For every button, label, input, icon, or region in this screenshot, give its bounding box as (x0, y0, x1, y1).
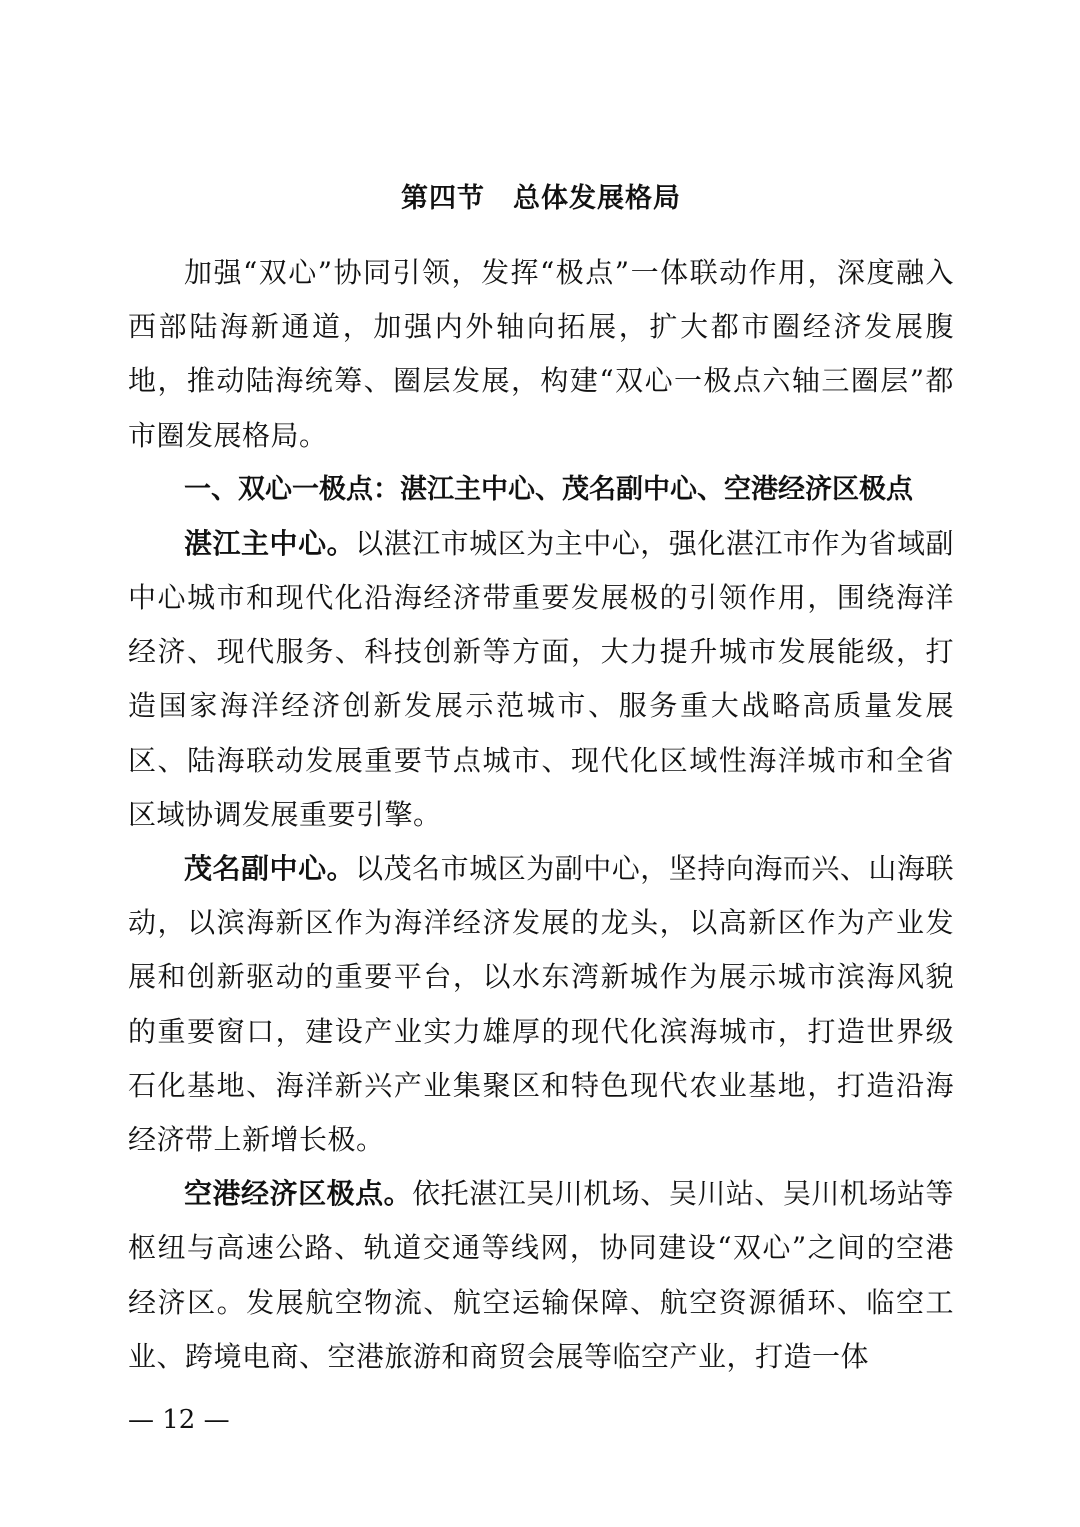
document-page (128, 172, 954, 1384)
paragraph-zhanjiang (128, 517, 954, 842)
paragraph-maoming (128, 842, 954, 1167)
paragraph-airport (128, 1167, 954, 1384)
heading-double-core-pole: 一、双心一极点：湛江主中心、茂名副中心、空港经济区极点 (184, 473, 913, 505)
paragraph-text-zhanjiang: 以湛江市城区为主中心，强化湛江市作为省域副中心城市和现代化沿海经济带重要发展极的引领作用，围绕海洋经济、现代服务、科技创新等方面，大力提升城市发展能级，打造国家海洋经济创新发展示范城市、服务重大战略高质量发展区、陆海联动发展重要节点城市、现代化区域性海洋城市和全省区域协调发展重要引擎。 (128, 526, 954, 831)
paragraph-lead-airport: 空港经济区极点。 (184, 1177, 413, 1211)
page-number: — 12 — (128, 1405, 230, 1435)
intro-paragraph: 加强“双心”协同引领，发挥“极点”一体联动作用，深度融入西部陆海新通道，加强内外轴向拓展，扩大都市圈经济发展腹地，推动陆海统筹、圈层发展，构建“双心一极点六轴三圈层”都市圈发展格局。 (128, 256, 954, 452)
paragraph-text-airport: 依托湛江吴川机场、吴川站、吴川机场站等枢纽与高速公路、轨道交通等线网，协同建设“双心”之间的空港经济区。发展航空物流、航空运输保障、航空资源循环、临空工业、跨境电商、空港旅游和商贸会展等临空产业，打造一体 (128, 1177, 954, 1373)
paragraph-lead-maoming: 茂名副中心。 (184, 852, 356, 886)
paragraph-text-maoming: 以茂名市城区为副中心，坚持向海而兴、山海联动，以滨海新区作为海洋经济发展的龙头，以高新区作为产业发展和创新驱动的重要平台，以水东湾新城作为展示城市滨海风貌的重要窗口，建设产业实力雄厚的现代化滨海城市，打造世界级石化基地、海洋新兴产业集聚区和特色现代农业基地，打造沿海经济带上新增长极。 (128, 852, 954, 1157)
paragraph-lead-zhanjiang: 湛江主中心。 (184, 526, 356, 560)
section-title: 第四节 总体发展格局 (401, 183, 681, 214)
